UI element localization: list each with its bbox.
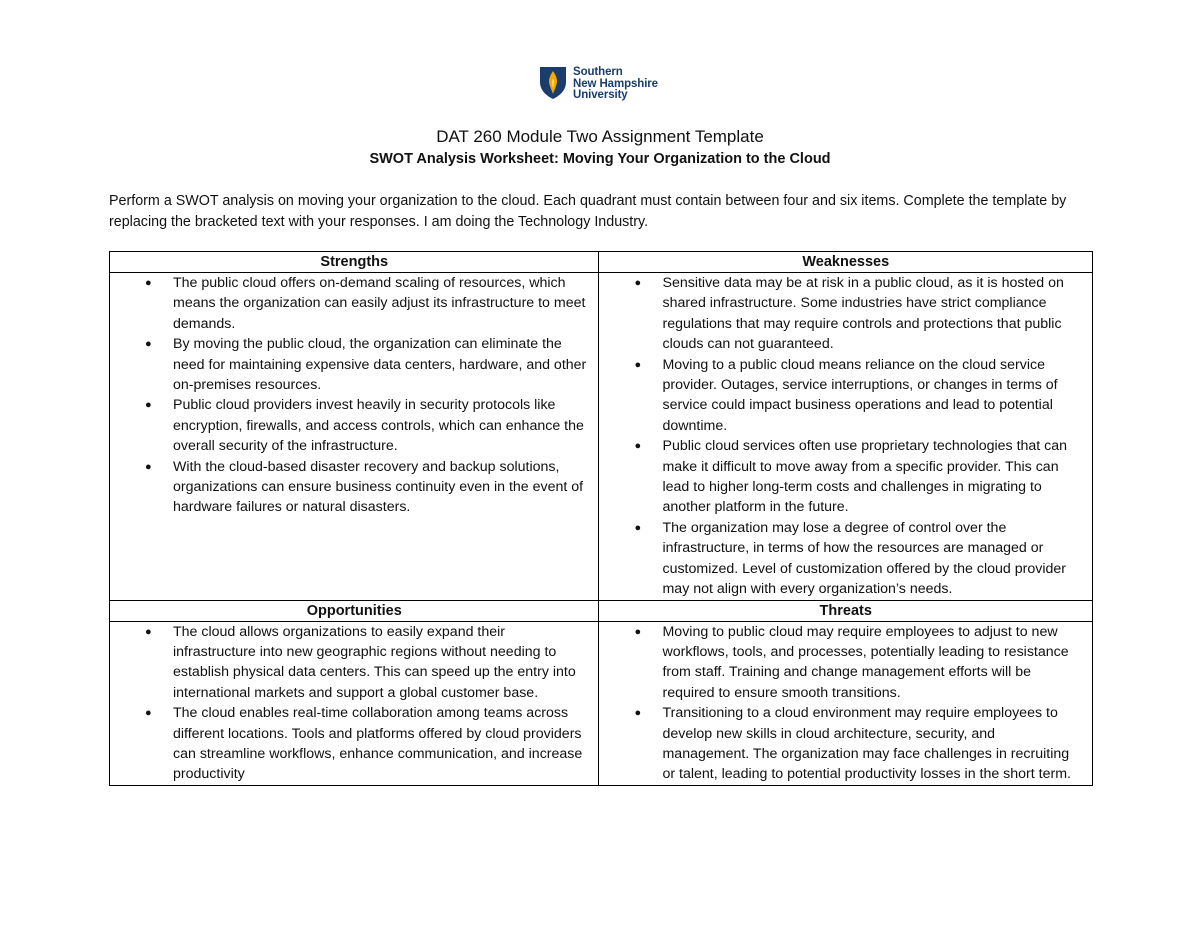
weaknesses-list (599, 273, 1092, 600)
instructions-paragraph: Perform a SWOT analysis on moving your organization to the cloud. Each quadrant must contain between four and six items. Complete the template by replacing the bracketed text with your responses. I am doing the Technology Industry. (109, 193, 1067, 230)
logo-line-3: University (573, 89, 628, 101)
list-item-text: The cloud enables real-time collaboration among teams across different locations. Tools and platforms offered by cloud providers can streamline workflows, enhance communication, and increase productivity (173, 705, 583, 783)
bullet-icon: ● (634, 625, 642, 638)
shield-flame-icon (539, 66, 567, 100)
strengths-list (110, 273, 598, 518)
list-item-text: Public cloud providers invest heavily in security protocols like encryption, firewalls, and access controls, which can enhance the overall security of the infrastructure. (173, 397, 584, 455)
list-item (599, 622, 1082, 704)
logo-wordmark (573, 67, 658, 102)
bullet-icon: ● (145, 338, 152, 351)
list-item-text: The organization may lose a degree of control over the infrastructure, in terms of how the resources are managed or customized. Level of customization offered by the cloud provider may not align with every organization’s needs. (662, 519, 1066, 598)
bullet-icon: ● (634, 521, 642, 534)
logo-line-2: New Hampshire (573, 77, 658, 90)
list-item (110, 273, 588, 334)
list-item (599, 436, 1082, 518)
table-row (110, 273, 1093, 601)
opportunities-heading: Opportunities (110, 600, 599, 621)
list-item (599, 273, 1082, 355)
bullet-icon: ● (145, 707, 152, 720)
list-item-text: Moving to a public cloud means reliance on the cloud service provider. Outages, service interruptions, or changes in terms of service could impact business operations and lead to potential downtime. (662, 356, 1058, 434)
document-subtitle: SWOT Analysis Worksheet: Moving Your Organization to the Cloud (369, 151, 831, 167)
list-item-text: Sensitive data may be at risk in a public cloud, as it is hosted on shared infrastructure. Some industries have strict compliance regulations that may require controls and protections that public clouds can not guaranteed. (662, 275, 1064, 353)
strengths-heading: Strengths (110, 252, 599, 273)
bullet-icon: ● (634, 440, 642, 453)
list-item-text: The public cloud offers on-demand scaling of resources, which means the organization can easily adjust its infrastructure to meet demands. (173, 275, 586, 332)
bullet-icon: ● (634, 358, 642, 371)
list-item (599, 703, 1082, 785)
document-title: DAT 260 Module Two Assignment Template (436, 127, 764, 146)
weaknesses-heading: Weaknesses (599, 252, 1093, 273)
list-item (110, 395, 588, 456)
list-item-text: By moving the public cloud, the organization can eliminate the need for maintaining expensive data centers, hardware, and other on-premises resources. (173, 336, 587, 394)
list-item (599, 355, 1082, 437)
opportunities-cell (110, 621, 599, 785)
swot-table (109, 251, 1093, 786)
strengths-cell (110, 273, 599, 601)
threats-heading: Threats (599, 600, 1093, 621)
bullet-icon: ● (145, 277, 152, 289)
list-item (599, 518, 1082, 600)
opportunities-list (110, 622, 598, 785)
bullet-icon: ● (634, 707, 642, 720)
list-item (110, 703, 588, 785)
threats-list (599, 622, 1092, 785)
threats-cell (599, 621, 1093, 785)
table-row (110, 252, 1093, 273)
table-row (110, 600, 1093, 621)
weaknesses-cell (599, 273, 1093, 601)
logo-line-1: Southern (573, 66, 623, 78)
bullet-icon: ● (145, 399, 152, 412)
bullet-icon: ● (634, 277, 642, 289)
list-item-text: The cloud allows organizations to easily expand their infrastructure into new geographic regions without needing to establish physical data centers. This can speed up the entry into international markets and support a global customer base. (173, 623, 576, 701)
list-item-text: Transitioning to a cloud environment may require employees to develop new skills in cloud architecture, security, and management. The organization may face challenges in recruiting or talent, leading to potential productivity losses in the short term. (662, 705, 1071, 783)
table-row (110, 621, 1093, 785)
list-item (110, 622, 588, 704)
bullet-icon: ● (145, 625, 152, 638)
list-item (110, 334, 588, 395)
list-item-text: Moving to public cloud may require employees to adjust to new workflows, tools, and processes, potentially leading to resistance from staff. Training and change management efforts will be required to ensure smooth transitions. (662, 623, 1069, 701)
bullet-icon: ● (145, 460, 152, 473)
list-item-text: With the cloud-based disaster recovery and backup solutions, organizations can ensure business continuity even in the event of hardware failures or natural disasters. (173, 458, 584, 516)
list-item-text: Public cloud services often use proprietary technologies that can make it difficult to move away from a specific provider. This can lead to higher long-term costs and challenges in migrating to another platform in the future. (662, 438, 1068, 516)
list-item (110, 457, 588, 518)
university-logo (539, 66, 658, 102)
